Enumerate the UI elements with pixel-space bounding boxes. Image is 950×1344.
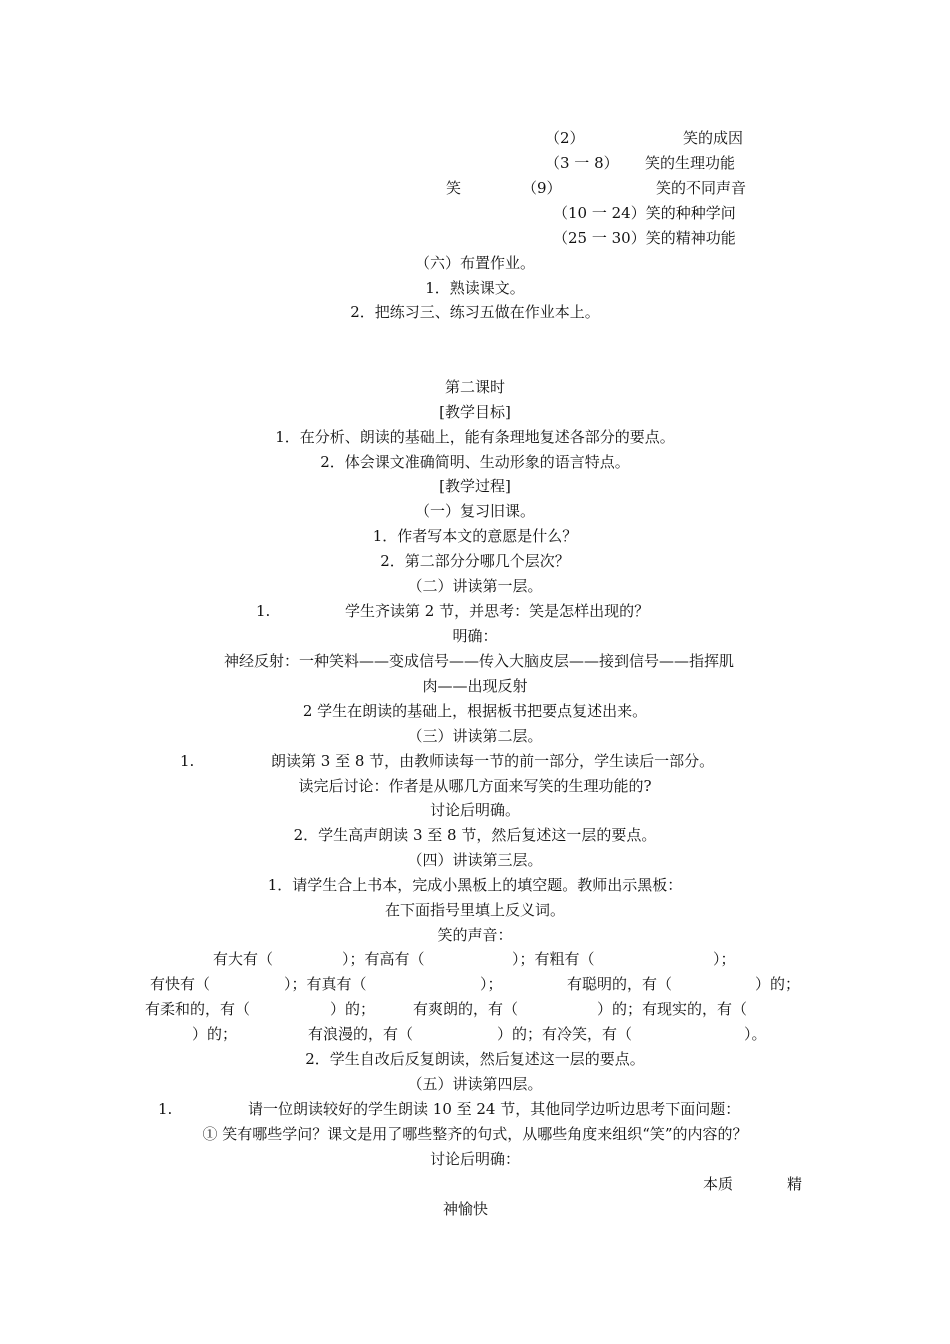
outline-num: （9） — [522, 179, 562, 197]
section-heading: （二）讲读第一层。 — [407, 577, 543, 595]
outline-row: （25 一 30）笑的精神功能 — [553, 229, 736, 247]
fill-blank-segment: ）；有粗有（ — [512, 950, 595, 968]
section-heading: （三）讲读第二层。 — [407, 727, 543, 745]
outline-word: 本质 — [703, 1175, 734, 1193]
instruction-text: 在下面指号里填上反义词。 — [384, 901, 565, 919]
homework-item: 2．把练习三、练习五做在作业本上。 — [350, 303, 600, 321]
goal-item: 2．体会课文准确简明、生动形象的语言特点。 — [320, 453, 630, 471]
outline-root: 笑 — [446, 179, 462, 197]
discussion-result: 讨论后明确： — [429, 1150, 520, 1168]
section-heading: （五）讲读第四层。 — [407, 1075, 543, 1093]
item-text: 2 学生在朗读的基础上，根据板书把要点复述出来。 — [302, 702, 648, 720]
fill-blank-segment: ）的； — [192, 1025, 238, 1043]
goals-heading: [教学目标] — [439, 403, 511, 421]
item-number: 1. — [158, 1100, 173, 1118]
fill-blank-segment: 有大有（ — [213, 950, 274, 968]
lesson-title: 第二课时 — [444, 378, 505, 396]
fill-blank-segment: ）的； — [330, 1000, 376, 1018]
item-text: 2．学生高声朗读 3 至 8 节，然后复述这一层的要点。 — [293, 826, 657, 844]
item-number: 1. — [180, 752, 195, 770]
clarify-label: 明确： — [452, 627, 498, 645]
item-number: 1. — [256, 602, 271, 620]
fill-blank-segment: ）的；有现实的，有（ — [597, 1000, 748, 1018]
outline-word: 精 — [787, 1175, 803, 1193]
fill-blank-segment: 有聪明的，有（ — [567, 975, 673, 993]
reflex-chain: 神经反射：一种笑料——变成信号——传入大脑皮层——接到信号——指挥肌 — [224, 652, 735, 670]
homework-heading: （六）布置作业。 — [414, 254, 535, 272]
outline-row: （10 一 24）笑的种种学问 — [553, 204, 736, 222]
discussion-prompt: 读完后讨论：作者是从哪几方面来写笑的生理功能的? — [298, 777, 652, 795]
section-heading: （一）复习旧课。 — [414, 502, 535, 520]
fill-blank-segment: ）的；有冷笑，有（ — [497, 1025, 633, 1043]
outline-word: 神愉快 — [443, 1200, 489, 1218]
item-text: 学生齐读第 2 节，并思考：笑是怎样出现的？ — [345, 602, 650, 620]
fill-blank-segment: 有浪漫的，有（ — [308, 1025, 414, 1043]
outline-num: （2） — [545, 129, 585, 147]
fill-blank-segment: ）；有高有（ — [342, 950, 425, 968]
goal-item: 1．在分析、朗读的基础上，能有条理地复述各部分的要点。 — [275, 428, 675, 446]
fill-blank-segment: 有柔和的，有（ — [145, 1000, 251, 1018]
outline-text: 笑的生理功能 — [645, 154, 736, 172]
reflex-chain-cont: 肉——出现反射 — [422, 677, 528, 695]
item-text: 1．请学生合上书本，完成小黑板上的填空题。教师出示黑板： — [267, 876, 683, 894]
section-heading: （四）讲读第三层。 — [407, 851, 543, 869]
fill-blank-segment: ）； — [480, 975, 503, 993]
question-item: 1．作者写本文的意愿是什么？ — [372, 527, 578, 545]
item-text: 请一位朗读较好的学生朗读 10 至 24 节，其他同学边听边思考下面问题： — [248, 1100, 741, 1118]
question-text: ① 笑有哪些学问？课文是用了哪些整齐的句式，从哪些角度来组织“笑”的内容的？ — [202, 1125, 748, 1143]
outline-num: （3 一 8） — [545, 154, 619, 172]
homework-item: 1．熟读课文。 — [425, 279, 525, 297]
item-text: 朗读第 3 至 8 节，由教师读每一节的前一部分，学生读后一部分。 — [271, 752, 715, 770]
item-text: 2．学生自改后反复朗读，然后复述这一层的要点。 — [305, 1050, 645, 1068]
outline-text: 笑的不同声音 — [656, 179, 747, 197]
question-item: 2．第二部分分哪几个层次？ — [380, 552, 570, 570]
fill-blank-segment: ）。 — [744, 1025, 767, 1043]
fill-blank-segment: ）的； — [755, 975, 801, 993]
exercise-title: 笑的声音： — [437, 926, 513, 944]
fill-blank-segment: ）； — [713, 950, 736, 968]
process-heading: [教学过程] — [439, 477, 511, 495]
outline-text: 笑的成因 — [683, 129, 744, 147]
fill-blank-segment: ）；有真有（ — [284, 975, 367, 993]
fill-blank-segment: 有爽朗的，有（ — [413, 1000, 519, 1018]
discussion-result: 讨论后明确。 — [429, 801, 520, 819]
fill-blank-segment: 有快有（ — [150, 975, 211, 993]
